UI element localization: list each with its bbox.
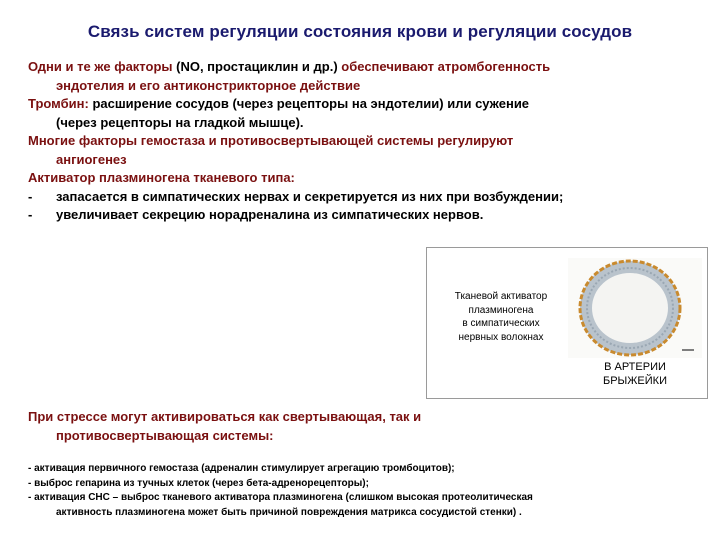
caption-line: нервных волокнах [458, 331, 544, 343]
thrombin-line-2: (через рецепторы на гладкой мышце). [56, 114, 304, 130]
note-line: - выброс гепарина из тучных клеток (через бета-адренорецепторы); [28, 477, 369, 489]
artery-micrograph [568, 258, 702, 358]
factors-text-2: (NO, простациклин и др.) [176, 59, 338, 74]
bullet-text: увеличивает секрецию норадреналина из симпатических нервов. [56, 207, 484, 222]
factors-line-2: эндотелия и его антиконстрикторное действие [56, 77, 361, 93]
stress-line-2: противосвертывающая системы: [56, 427, 274, 443]
list-item [28, 188, 708, 207]
main-text [28, 58, 708, 225]
thrombin-label: Тромбин: [28, 96, 89, 111]
dash: - [28, 207, 33, 222]
list-item [28, 206, 708, 225]
hemostasis-line-2: ангиогенез [56, 151, 127, 167]
notes-list [28, 462, 708, 520]
label-line: БРЫЖЕЙКИ [602, 375, 667, 387]
histology-panel [426, 247, 708, 399]
caption-line: плазминогена [468, 304, 534, 316]
factors-text-3: обеспечивают атромбогенность [341, 59, 551, 74]
stress-paragraph [28, 408, 708, 445]
bullet-text: запасается в симпатических нервах и секретируется из них при возбуждении; [56, 188, 564, 204]
caption-line: Тканевой активатор [454, 291, 548, 302]
note-line: активность плазминогена может быть причиной повреждения матрикса сосудистой стенки) . [56, 506, 522, 518]
thrombin-text: расширение сосудов (через рецепторы на эндотелии) или сужение [92, 96, 530, 111]
slide-title: Связь систем регуляции состояния крови и регуляции сосудов [87, 22, 633, 41]
stress-line-1: При стрессе могут активироваться как свертывающая, так и [28, 409, 422, 424]
label-line: В АРТЕРИИ [604, 361, 666, 373]
vessel-lumen [592, 273, 668, 343]
hemostasis-line-1: Многие факторы гемостаза и противосвертывающей системы регулируют [28, 133, 514, 148]
panel-caption [437, 290, 565, 344]
note-line: - активация СНС – выброс тканевого активатора плазминогена (слишком высокая протеолитическая [28, 492, 533, 503]
panel-label [568, 360, 702, 388]
caption-line: в симпатических [462, 318, 540, 329]
paragraph-factors [28, 58, 708, 77]
dash: - [28, 188, 33, 204]
note-line: - активация первичного гемостаза (адреналин стимулирует агрегацию тромбоцитов); [28, 463, 455, 474]
factors-text-1: Одни и те же факторы [28, 59, 173, 74]
paragraph-thrombin [28, 95, 708, 114]
activator-heading: Активатор плазминогена тканевого типа: [28, 170, 295, 185]
